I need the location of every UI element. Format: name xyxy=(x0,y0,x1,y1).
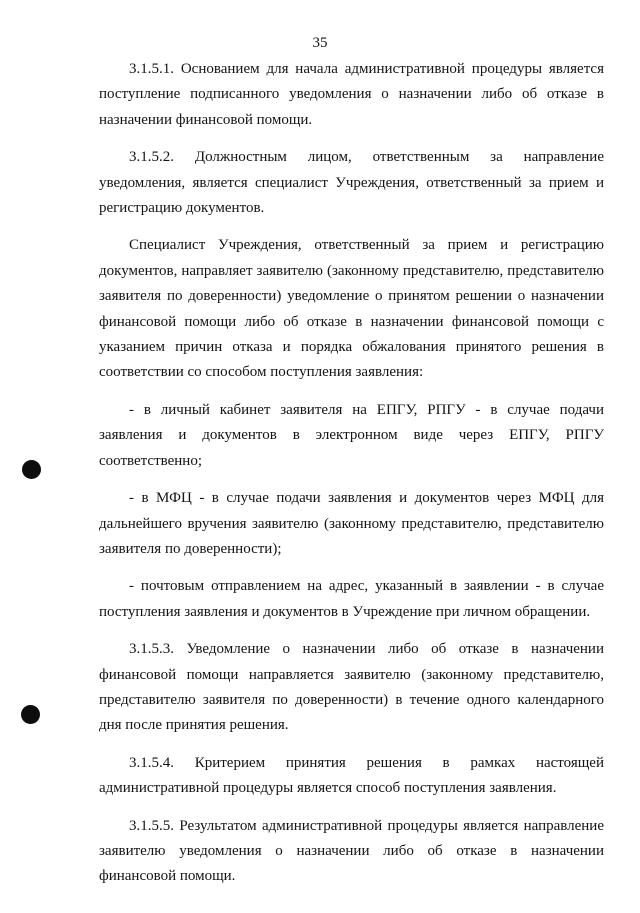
paragraph-3-1-5-3: 3.1.5.3. Уведомление о назначении либо об отказе в назначении финансовой помощи направляется заявителю (законному представителю, представителю заявителя по доверенности) в течение одного календарного дня после принятия решения. xyxy=(99,641,604,734)
list-item-post: - почтовым отправлением на адрес, указанный в заявлении - в случае поступления заявления и документов в Учреждение при личном обращении. xyxy=(99,578,604,620)
punch-hole xyxy=(22,460,41,479)
paragraph-3-1-5-5: 3.1.5.5. Результатом административной процедуры является направление заявителю уведомления о назначении либо об отказе в назначении финансовой помощи. xyxy=(99,817,604,885)
list-item-mfc: - в МФЦ - в случае подачи заявления и документов через МФЦ для дальнейшего вручения заявителю (законному представителю, представителю заявителя по доверенности); xyxy=(99,490,604,557)
paragraph-3-1-5-1: 3.1.5.1. Основанием для начала административной процедуры является поступление подписанного уведомления о назначении либо об отказе в назначении финансовой помощи. xyxy=(99,61,604,128)
paragraph-3-1-5-2: 3.1.5.2. Должностным лицом, ответственным за направление уведомления, является специалист Учреждения, ответственный за прием и регистрацию документов. xyxy=(99,149,604,217)
paragraph-specialist: Специалист Учреждения, ответственный за прием и регистрацию документов, направляет заявителю (законному представителю, представителю заявителя по доверенности) уведомление о принятом решении о назначении финансовой помощи либо об отказе в назначении финансовой помощи с указанием причин отказа и порядка обжалования принятого решения в соответствии со способом поступления заявления: xyxy=(99,237,604,381)
punch-hole xyxy=(21,705,40,724)
page-number: 35 xyxy=(312,35,328,51)
document-body xyxy=(99,57,604,902)
paragraph-3-1-5-4: 3.1.5.4. Критерием принятия решения в рамках настоящей административной процедуры является способ поступления заявления. xyxy=(99,754,604,797)
list-item-epgu: - в личный кабинет заявителя на ЕПГУ, РПГУ - в случае подачи заявления и документов в электронном виде через ЕПГУ, РПГУ соответственно; xyxy=(99,401,604,469)
